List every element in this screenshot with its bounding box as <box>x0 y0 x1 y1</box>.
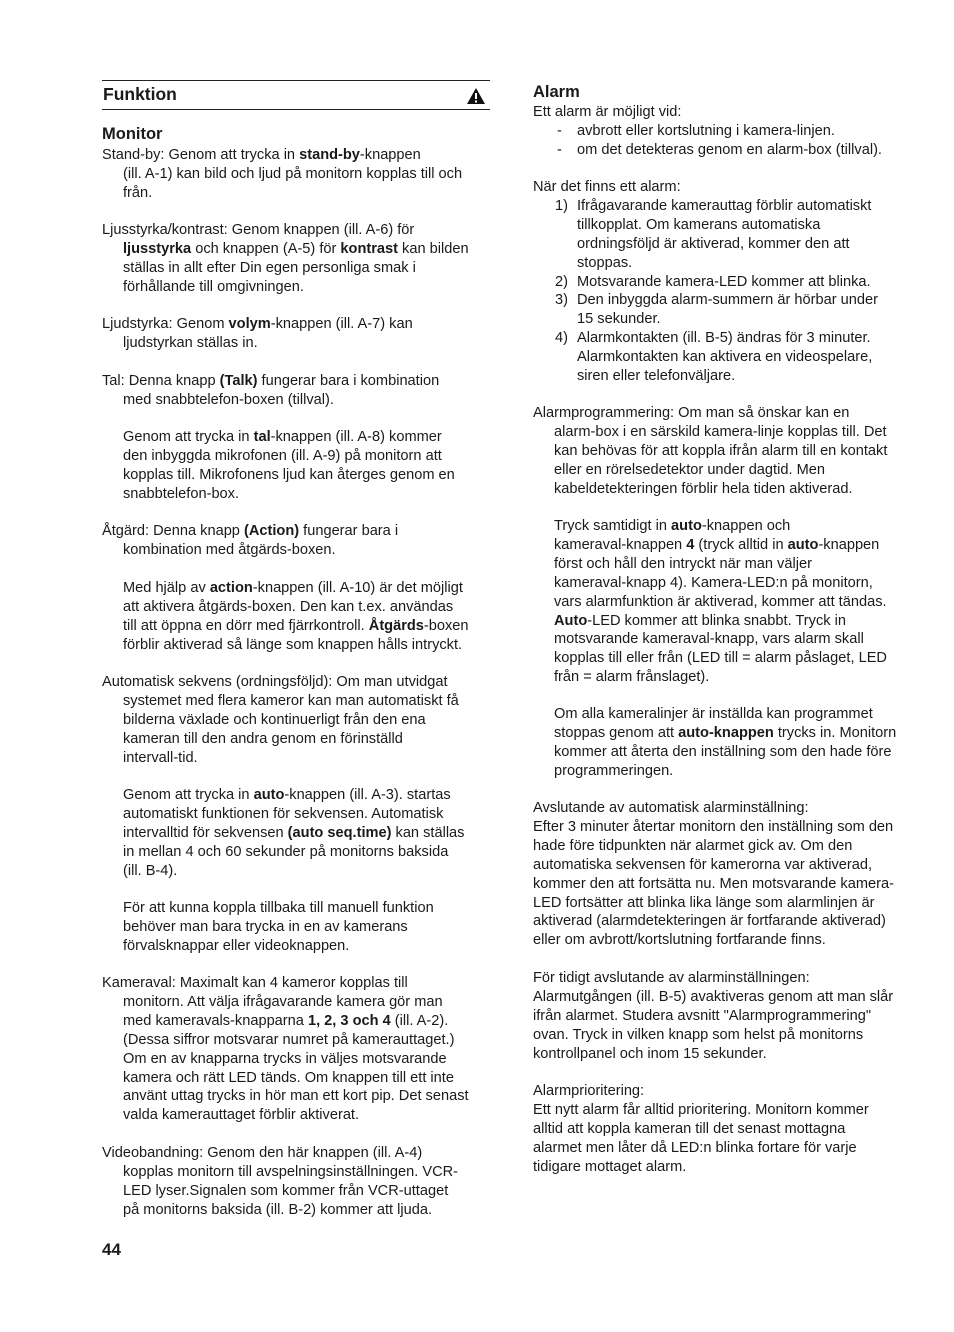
paragraph-action-detail: Med hjälp av action-knappen (ill. A-10) är det möjligt att aktivera åtgärds-boxen. Den kan t.ex. användas till att öppna en dörr med fjärrkontroll. Åtgärds-boxen förblir aktiverad så länge som knappen hålls intryckt. <box>123 580 469 653</box>
paragraph-auto-sequence: Automatisk sekvens (ordningsföljd): Om man utvidgat systemet med flera kameror kan man automatiskt få bilderna växlade och kontinuerligt från den ena kameran till den andra genom en förinställd intervall-tid. <box>102 674 459 766</box>
paragraph-standby: Stand-by: Genom att trycka in stand-by-knappen (ill. A-1) kan bild och ljud på monitorn kopplas till och från. <box>102 147 463 201</box>
paragraph-manual: För att kunna koppla tillbaka till manuell funktion behöver man bara trycka in en av kamerans förvalsknappar eller videoknappen. <box>123 900 434 954</box>
alarm-heading: Alarm <box>533 83 580 101</box>
monitor-heading: Monitor <box>102 125 163 143</box>
alarm-list: När det finns ett alarm: 1) Ifrågavarande kamerauttag förblir automatiskt tillkopplat. Om kamerans automatiska ordningsföljd är aktiverad, kommer den att stoppas. 2) Motsvarande kamera-LED kommer att blinka. 3) Den inbyggda alarm-summern är hörbar under 15 sekunder. 4) Alarmkontakten (ill. B-5) ändras för 3 minuter. Alarmkontakten kan aktivera en videospelare, siren eller telefonväljare. <box>533 179 878 385</box>
paragraph-auto-detail: Genom att trycka in auto-knappen (ill. A-3). startas automatiskt funktionen för sekvensen. Automatisk intervalltid för sekvensen (auto seq.time) kan ställas in mellan 4 och 60 sekunder på monitorns baksida (ill. B-4). <box>123 787 465 879</box>
paragraph-video: Videobandning: Genom den här knappen (ill. A-4) kopplas monitorn till avspelningsinställningen. VCR- LED lyser.Signalen som kommer från VCR-uttaget på monitorns baksida (ill. B-2) kommer att ljuda. <box>102 1145 459 1218</box>
alarm-programming: Alarmprogrammering: Om man så önskar kan en alarm-box i en särskild kamera-linje kopplas till. Det kan behövas för att koppla ifrån alarm till en kontakt eller en rörelsedetektor under dagtid. Men kabeldetekteringen förblir hela tiden aktiverad. <box>533 405 888 497</box>
paragraph-talk-detail: Genom att trycka in tal-knappen (ill. A-8) kommer den inbyggda mikrofonen (ill. A-9) på monitorn att kopplas till. Mikrofonens ljud kan återges genom en snabbtelefon-box. <box>123 429 455 502</box>
alarm-early-end: För tidigt avslutande av alarminställningen: Alarmutgången (ill. B-5) avaktiveras genom att man slår ifrån alarmet. Studera avsnitt "Alarmprogrammering" ovan. Tryck in vilken knapp som helst på monitorns kontrollpanel och inom 15 sekunder. <box>533 970 894 1062</box>
alarm-stop: Om alla kameralinjer är inställda kan programmet stoppas genom att auto-knappen trycks in. Monitorn kommer att återta den inställning som den hade före programmeringen. <box>554 706 897 779</box>
paragraph-action: Åtgärd: Denna knapp (Action) fungerar bara i kombination med åtgärds-boxen. <box>102 523 399 558</box>
paragraph-volume: Ljudstyrka: Genom volym-knappen (ill. A-7) kan ljudstyrkan ställas in. <box>102 316 413 351</box>
alarm-priority: Alarmprioritering: Ett nytt alarm får alltid prioritering. Monitorn kommer alltid att koppla kameran till det senast mottagna alarmet men låter då LED:n blinka fortare för varje tidigare mottaget alarm. <box>533 1083 869 1175</box>
warning-triangle-icon <box>466 87 486 105</box>
paragraph-brightness: Ljusstyrka/kontrast: Genom knappen (ill. A-6) för ljusstyrka och knappen (A-5) för kontrast kan bilden ställas in allt efter Din egen personliga smak i förhållande till omgivningen. <box>102 222 469 295</box>
page-number: 44 <box>102 1240 121 1259</box>
section-title: Funktion <box>103 84 177 104</box>
section-header <box>102 80 490 110</box>
alarm-press: Tryck samtidigt in auto-knappen och kameraval-knappen 4 (tryck alltid in auto-knappen först och håll den intryckt när man väljer kameraval-knapp 4). Kamera-LED:n på monitorn, vars alarmfunktion är aktiverad, kommer att tändas. Auto-LED kommer att blinka snabbt. Tryck in motsvarande kameraval-knapp, vars alarm skall kopplas till eller från (LED till = alarm påslaget, LED från = alarm frånslaget). <box>554 518 887 686</box>
alarm-intro: Ett alarm är möjligt vid: - avbrott eller kortslutning i kamera-linjen. - om det detekteras genom en alarm-box (tillval). <box>533 104 882 158</box>
paragraph-talk: Tal: Denna knapp (Talk) fungerar bara i kombination med snabbtelefon-boxen (tillval). <box>102 373 440 408</box>
alarm-end: Avslutande av automatisk alarminställning: Efter 3 minuter återtar monitorn den inställning som den hade före tidpunkten när alarmet gick av. Om den automatiska sekvensen för kamerorna var aktiverad, kommer den att fortsätta nu. Men motsvarande kamera- LED fortsätter att blinka lika länge som alarmlinjen är aktiverad (alarmdetekteringen är fortfarande aktiverad) eller om avbrott/kortslutning fortfarande finns. <box>533 800 894 949</box>
paragraph-camera-select: Kameraval: Maximalt kan 4 kameror kopplas till monitorn. Att välja ifrågavarande kamera gör man med kameravals-knapparna 1, 2, 3 och 4 (ill. A-2). (Dessa siffror motsvarar numret på kamerauttaget.) Om en av knapparna trycks in väljes motsvarande kamera och rätt LED tänds. Om knappen till ett inte använt uttag trycks in hör man ett kort pip. Det senast valda kamerauttaget förblir aktiverat. <box>102 975 469 1124</box>
